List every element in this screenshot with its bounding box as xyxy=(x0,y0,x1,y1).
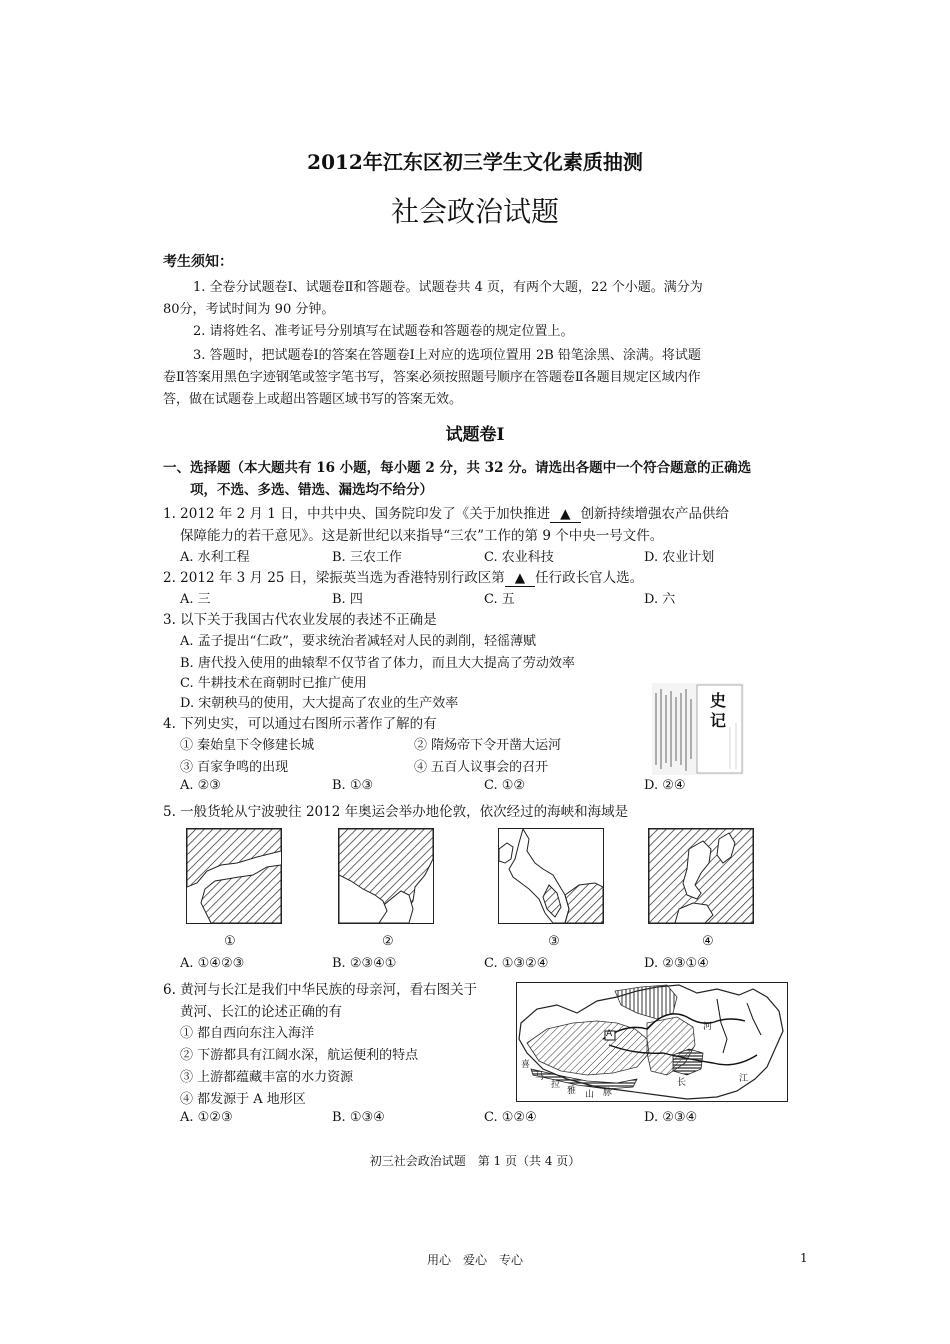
question-4-stem: 4. 下列史实，可以通过右图所示著作了解的有 xyxy=(163,716,437,732)
map-text: 马 xyxy=(535,1072,545,1082)
book-title: 史记 xyxy=(710,691,727,730)
question-1-stem-cont: 保障能力的若干意见》。这是新世纪以来指导“三农”工作的第 9 个中央一号文件。 xyxy=(180,528,664,544)
option: A. 孟子提出“仁政”，要求统治者减轻对人民的剥削，轻徭薄赋 xyxy=(180,634,536,649)
map-label: ③ xyxy=(548,934,560,949)
option: A. ①②③ xyxy=(180,1110,233,1125)
site-footer: 用心 爱心 专心 xyxy=(426,1253,523,1267)
map-text: 河 xyxy=(703,1022,713,1032)
option: B. 三农工作 xyxy=(332,550,402,565)
strait-map-3 xyxy=(498,828,604,924)
part-heading-cont: 项，不选、多选、错选、漏选均不给分） xyxy=(190,482,433,498)
notes-line: 卷Ⅱ答案用黑色字迹钢笔或签字笔书写，答案必须按照题号顺序在答题卷Ⅱ各题目规定区域内作 xyxy=(163,370,701,385)
option: C. 五 xyxy=(484,592,515,607)
section-title: 试题卷Ⅰ xyxy=(445,425,505,445)
statement-item: ② 隋炀帝下令开凿大运河 xyxy=(414,738,562,753)
map-text: 脉 xyxy=(603,1088,613,1098)
strait-map-2 xyxy=(338,828,434,924)
answer-blank: ▲ xyxy=(505,570,535,587)
question-2-stem: 2. 2012 年 3 月 25 日，梁振英当选为香港特别行政区第 ▲ 任行政长官人选。 xyxy=(163,570,644,586)
answer-blank: ▲ xyxy=(550,506,580,523)
statement-item: ③ 百家争鸣的出现 xyxy=(180,760,289,775)
exam-subtitle: 社会政治试题 xyxy=(390,195,559,228)
question-1-stem: 1. 2012 年 2 月 1 日，中共中央、国务院印发了《关于加快推进 ▲ 创新持续增强农产品供给 xyxy=(163,506,730,522)
map-label: ② xyxy=(382,934,394,949)
exam-title: 2012年江东区初三学生文化素质抽测 xyxy=(307,150,643,174)
option: D. ②③①④ xyxy=(644,956,709,971)
option: C. ①②④ xyxy=(484,1110,537,1125)
map-label: ① xyxy=(224,934,236,949)
statement-item: ④ 都发源于 A 地形区 xyxy=(180,1092,306,1107)
map-text: A xyxy=(606,1029,613,1039)
question-3-stem: 3. 以下关于我国古代农业发展的表述不正确是 xyxy=(163,612,437,628)
option: D. ②③④ xyxy=(644,1110,698,1125)
statement-item: ③ 上游都蕴藏丰富的水力资源 xyxy=(180,1070,354,1085)
question-6-stem: 6. 黄河与长江是我们中华民族的母亲河，看右图关于 xyxy=(163,982,478,998)
notes-line: 80分，考试时间为 90 分钟。 xyxy=(163,302,335,317)
map-label: ④ xyxy=(702,934,714,949)
notes-line: 答，做在试题卷上或超出答题区域书写的答案无效。 xyxy=(163,392,463,407)
map-text: 雅 xyxy=(567,1086,577,1096)
notes-heading: 考生须知： xyxy=(163,254,233,270)
option: C. ①③②④ xyxy=(484,956,549,971)
question-6-stem-cont: 黄河、长江的论述正确的有 xyxy=(180,1004,342,1020)
strait-map-4 xyxy=(648,828,754,924)
option: B. ①③④ xyxy=(332,1110,385,1125)
map-text: 江 xyxy=(739,1074,749,1084)
china-rivers-map xyxy=(516,982,788,1102)
option: D. 农业计划 xyxy=(644,550,715,565)
option: A. ①④②③ xyxy=(180,956,245,971)
option: B. ②③④① xyxy=(332,956,397,971)
option: A. 水利工程 xyxy=(180,550,250,565)
option: B. 四 xyxy=(332,592,363,607)
option: C. 农业科技 xyxy=(484,550,554,565)
option: D. 六 xyxy=(644,592,676,607)
map-text: 拉 xyxy=(551,1080,561,1090)
strait-map-1 xyxy=(186,828,282,924)
map-text: 喜 xyxy=(521,1060,531,1070)
part-heading: 一、选择题（本大题共有 16 小题，每小题 2 分，共 32 分。请选出各题中一个符合题意的正确选 xyxy=(163,460,752,476)
map-text: 山 xyxy=(585,1090,595,1100)
statement-item: ① 秦始皇下令修建长城 xyxy=(180,738,315,753)
option: D. 宋朝秧马的使用，大大提高了农业的生产效率 xyxy=(180,696,459,711)
notes-line: 3. 答题时，把试题卷Ⅰ的答案在答题卷Ⅰ上对应的选项位置用 2B 铅笔涂黑、涂满。将试题 xyxy=(193,348,701,363)
option: B. 唐代投入使用的曲辕犁不仅节省了体力，而且大大提高了劳动效率 xyxy=(180,656,575,671)
shiji-book-image xyxy=(652,683,744,775)
statement-item: ④ 五百人议事会的召开 xyxy=(414,760,549,775)
statement-item: ① 都自西向东注入海洋 xyxy=(180,1026,315,1041)
option: C. 牛耕技术在商朝时已推广使用 xyxy=(180,676,367,691)
page-footer: 初三社会政治试题 第 1 页（共 4 页） xyxy=(369,1154,581,1168)
question-5-stem: 5. 一般货轮从宁波驶往 2012 年奥运会举办地伦敦，依次经过的海峡和海域是 xyxy=(163,804,629,820)
page-number: 1 xyxy=(800,1251,808,1265)
option: C. ①② xyxy=(484,778,526,793)
notes-line: 1. 全卷分试题卷Ⅰ、试题卷Ⅱ和答题卷。试题卷共 4 页，有两个大题，22 个小题。满分为 xyxy=(193,280,703,295)
option: D. ②④ xyxy=(644,778,686,793)
option: B. ①③ xyxy=(332,778,374,793)
notes-line: 2. 请将姓名、准考证号分别填写在试题卷和答题卷的规定位置上。 xyxy=(193,324,574,339)
option: A. ②③ xyxy=(180,778,221,793)
option: A. 三 xyxy=(180,592,211,607)
statement-item: ② 下游都具有江阔水深，航运便利的特点 xyxy=(180,1048,419,1063)
map-text: 长 xyxy=(677,1078,687,1088)
